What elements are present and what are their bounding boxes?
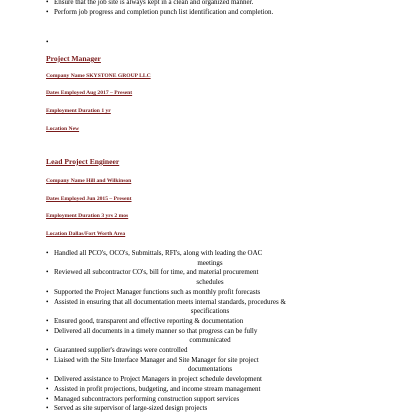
location-2[interactable]: Location Dallas/Fort Worth Area <box>46 231 126 237</box>
list-item-text: Managed subcontractors performing construction support services <box>54 394 240 403</box>
list-item-text: Supported the Project Manager functions such as monthly profit forecasts <box>54 287 261 296</box>
dates-2[interactable]: Dates Employed Jun 2015 – Present <box>46 196 132 202</box>
list-item-continuation: schedules <box>196 278 224 287</box>
list-item-text: Delivered assistance to Project Managers in project schedule development <box>54 375 262 384</box>
list-item-text: Reviewed all subcontractor CO's, bill for time, and material procurement <box>54 268 259 277</box>
list-item <box>46 404 366 414</box>
list-item <box>46 0 366 8</box>
job-title-2[interactable]: Lead Project Engineer <box>46 157 120 166</box>
list-item-continuation: specifications <box>190 307 230 316</box>
list-item-text: Delivered all documents in a timely manner so that progress can be fully <box>54 326 258 335</box>
list-item <box>46 375 366 385</box>
location-1[interactable]: Location New <box>46 126 80 132</box>
list-item <box>46 317 366 327</box>
duration-2[interactable]: Employment Duration 3 yrs 2 mos <box>46 213 129 219</box>
list-item <box>46 288 366 298</box>
list-item <box>46 249 366 268</box>
company-2[interactable]: Company Name Hill and Wilkinson <box>46 178 132 184</box>
list-item-text: Liaised with the Site Interface Manager and Site Manager for site project <box>54 355 259 364</box>
list-item-continuation: meetings <box>197 258 223 267</box>
list-item-text: Assisted in ensuring that all documentation meets internal standards, procedures & <box>54 297 286 306</box>
list-item <box>46 356 366 375</box>
list-item-text: Handled all PCO's, OCO's, Submittals, RFI's, along with leading the OAC <box>54 249 263 257</box>
list-item-text: Perform job progress and completion punch list identification and completion. <box>54 7 274 16</box>
list-item <box>46 346 366 356</box>
list-item-text: Guaranteed supplier's drawings were controlled <box>54 346 188 355</box>
list-item <box>46 385 366 395</box>
dates-1[interactable]: Dates Employed Aug 2017 – Present <box>46 90 133 96</box>
list-item <box>46 298 366 317</box>
list-item-continuation: documentations <box>187 365 233 374</box>
list-item-continuation: communicated <box>189 336 231 345</box>
list-item-text: Ensure that the job site is always kept in a clean and organized manner. <box>54 0 254 6</box>
list-item <box>46 268 366 287</box>
duties-list <box>46 249 366 414</box>
empty-bullet: • <box>46 38 49 46</box>
list-item <box>46 327 366 346</box>
job-title-1[interactable]: Project Manager <box>46 54 101 63</box>
duration-1[interactable]: Employment Duration 1 yr <box>46 108 111 114</box>
list-item <box>46 395 366 405</box>
top-bullet-list <box>46 0 366 17</box>
list-item-text: Ensured good, transparent and effective reporting & documentation <box>54 316 244 325</box>
company-1[interactable]: Company Name SKYSTONE GROUP LLC <box>46 73 151 79</box>
list-item-text: Served as site supervisor of large-sized design projects <box>54 404 208 413</box>
list-item <box>46 8 366 18</box>
list-item-text: Assisted in profit projections, budgeting, and income stream management <box>54 384 261 393</box>
